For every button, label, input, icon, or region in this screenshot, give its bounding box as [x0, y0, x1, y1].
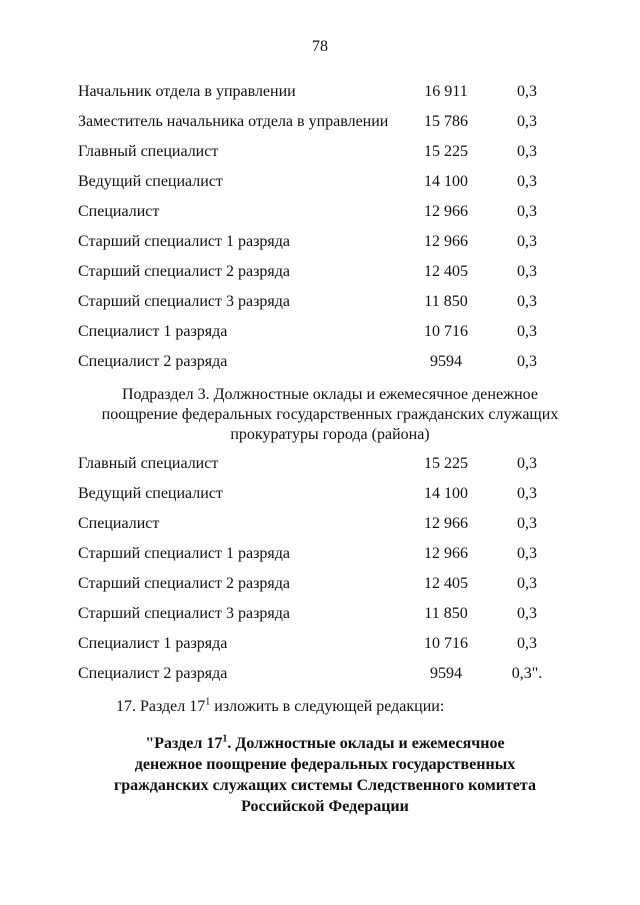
position-title: Заместитель начальника отдела в управлении: [78, 113, 389, 130]
coefficient-value: 0,3: [517, 143, 537, 160]
position-title: Специалист 2 разряда: [78, 665, 228, 682]
table-row: [0, 140, 640, 164]
page-number: 78: [312, 38, 328, 55]
salary-value: 12 966: [424, 203, 468, 220]
position-title: Старший специалист 1 разряда: [78, 545, 290, 562]
position-title: Ведущий специалист: [78, 173, 223, 190]
salary-value: 11 850: [424, 293, 468, 310]
position-title: Старший специалист 2 разряда: [78, 263, 290, 280]
table-row: [0, 170, 640, 194]
coefficient-value: 0,3: [517, 455, 537, 472]
coefficient-value: 0,3: [517, 575, 537, 592]
salary-value: 12 966: [424, 515, 468, 532]
coefficient-value: 0,3: [517, 113, 537, 130]
coefficient-value: 0,3: [517, 233, 537, 250]
table-row: [0, 662, 640, 686]
coefficient-value: 0,3: [517, 173, 537, 190]
coefficient-value: 0,3: [517, 203, 537, 220]
table-row: [0, 200, 640, 224]
table-row: [0, 230, 640, 254]
position-title: Специалист: [78, 515, 160, 532]
coefficient-value: 0,3: [517, 545, 537, 562]
position-title: Начальник отдела в управлении: [78, 83, 296, 100]
table-row: [0, 452, 640, 476]
superscript: 1: [222, 733, 228, 745]
section-title-line: Российской Федерации: [241, 798, 409, 815]
coefficient-value: 0,3: [517, 485, 537, 502]
salary-value: 14 100: [424, 485, 468, 502]
position-title: Старший специалист 2 разряда: [78, 575, 290, 592]
coefficient-value: 0,3: [517, 83, 537, 100]
table-row: [0, 482, 640, 506]
table-row: [0, 512, 640, 536]
position-title: Старший специалист 1 разряда: [78, 233, 290, 250]
section-title-line: денежное поощрение федеральных государственных: [134, 756, 516, 773]
amendment-text: 17. Раздел 17: [116, 698, 206, 715]
section-title: [80, 733, 570, 817]
salary-value: 9594: [430, 353, 462, 370]
coefficient-value: 0,3: [517, 605, 537, 622]
table-row: [0, 542, 640, 566]
position-title: Специалист 2 разряда: [78, 353, 228, 370]
table-row: [0, 320, 640, 344]
salary-value: 10 716: [424, 323, 468, 340]
section-title-text: "Раздел 17: [145, 735, 223, 752]
table-row: [0, 260, 640, 284]
salary-value: 15 225: [424, 455, 468, 472]
amendment-text: изложить в следующей редакции:: [210, 698, 445, 715]
position-title: Специалист 1 разряда: [78, 635, 228, 652]
coefficient-value: 0,3: [517, 293, 537, 310]
coefficient-value: 0,3: [517, 323, 537, 340]
salary-value: 14 100: [424, 173, 468, 190]
position-title: Ведущий специалист: [78, 485, 223, 502]
position-title: Специалист 1 разряда: [78, 323, 228, 340]
subsection-heading-line: прокуратуры города (района): [230, 426, 430, 443]
table-row: [0, 350, 640, 374]
position-title: Главный специалист: [78, 455, 219, 472]
salary-value: 10 716: [424, 635, 468, 652]
coefficient-value: 0,3: [517, 515, 537, 532]
coefficient-value: 0,3: [517, 353, 537, 370]
table-row: [0, 110, 640, 134]
amendment-paragraph: [116, 698, 444, 716]
section-title-text: . Должностные оклады и ежемесячное: [227, 735, 505, 752]
table-row: [0, 80, 640, 104]
subsection-heading-line: Подраздел 3. Должностные оклады и ежемесячное денежное: [122, 386, 538, 403]
subsection-heading: [70, 385, 590, 445]
coefficient-value: 0,3".: [511, 665, 543, 682]
position-title: Старший специалист 3 разряда: [78, 293, 290, 310]
position-title: Главный специалист: [78, 143, 219, 160]
salary-value: 16 911: [424, 83, 468, 100]
table-row: [0, 632, 640, 656]
section-title-line: [80, 733, 570, 754]
subsection-heading-line: поощрение федеральных государственных гражданских служащих: [101, 406, 559, 423]
salary-value: 12 405: [424, 263, 468, 280]
table-row: [0, 290, 640, 314]
salary-value: 15 225: [424, 143, 468, 160]
section-title-line: гражданских служащих системы Следственного комитета: [114, 777, 536, 794]
position-title: Старший специалист 3 разряда: [78, 605, 290, 622]
salary-value: 12 966: [424, 545, 468, 562]
salary-value: 12 405: [424, 575, 468, 592]
table-row: [0, 602, 640, 626]
position-title: Специалист: [78, 203, 160, 220]
salary-value: 11 850: [424, 605, 468, 622]
coefficient-value: 0,3: [517, 635, 537, 652]
coefficient-value: 0,3: [517, 263, 537, 280]
superscript: 1: [205, 696, 211, 708]
salary-value: 15 786: [424, 113, 468, 130]
salary-value: 9594: [430, 665, 462, 682]
table-row: [0, 572, 640, 596]
salary-value: 12 966: [424, 233, 468, 250]
